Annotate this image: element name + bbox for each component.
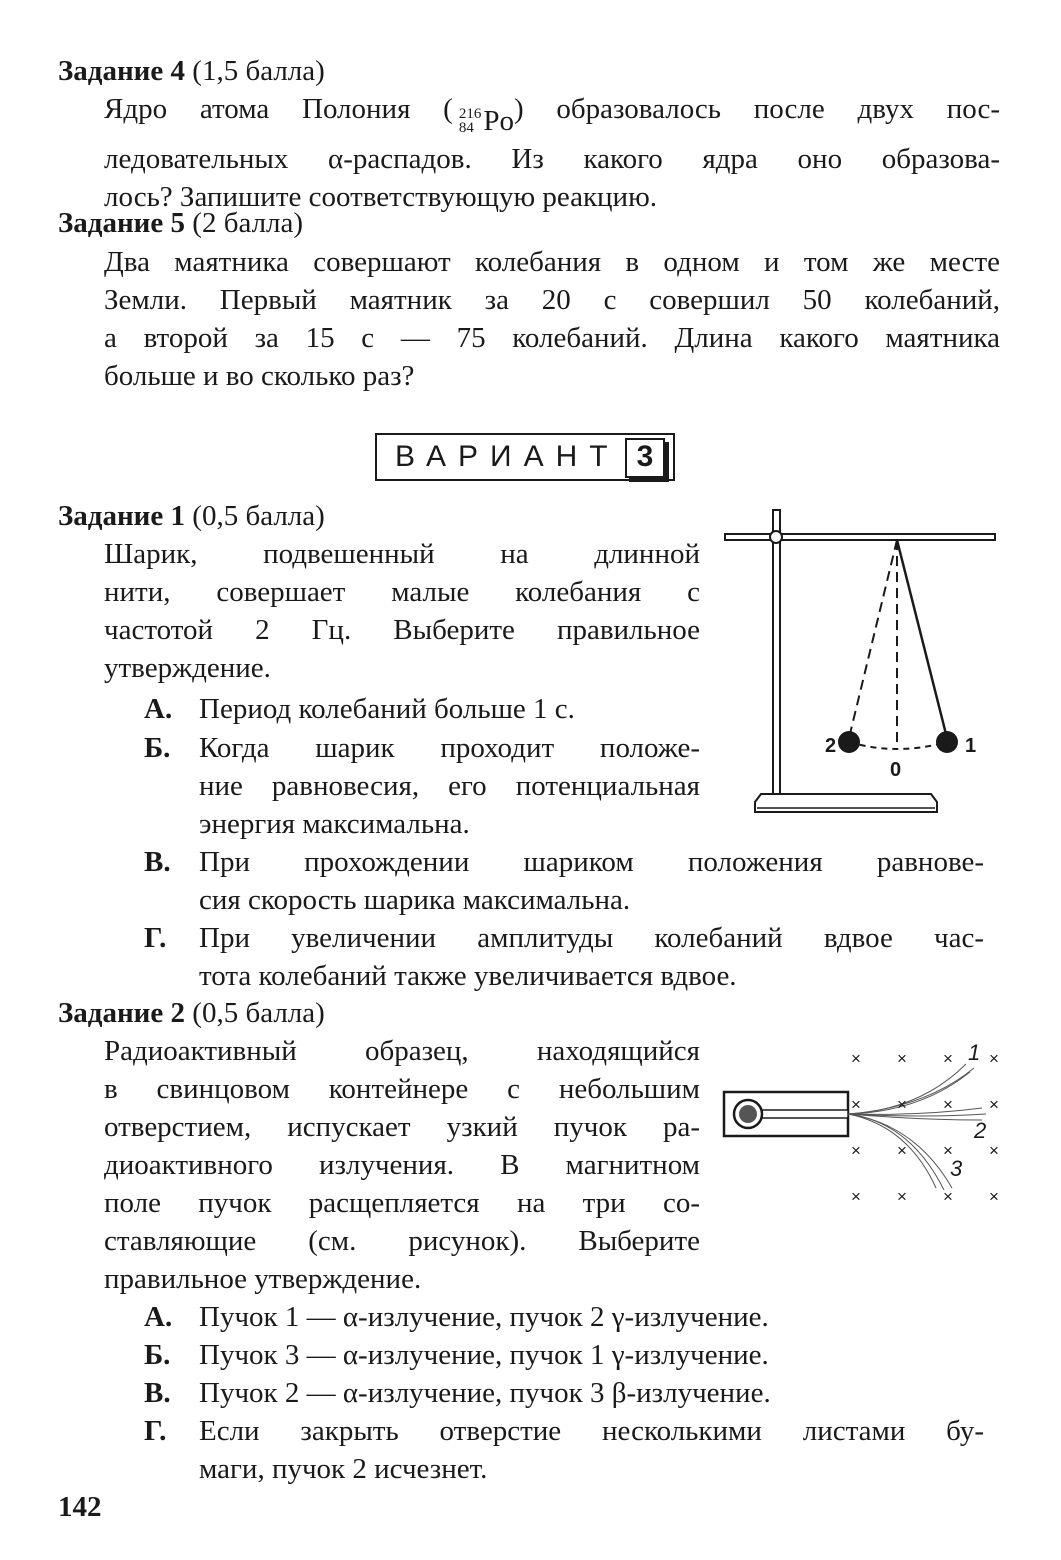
field-mark: × [943,1187,953,1206]
option-text: ние равновесия, его потенциальная [199,770,700,802]
task4-line-2: ледовательных α-распадов. Из какого ядра оно образова- [104,143,1000,175]
field-mark: × [989,1049,999,1068]
option-letter: В. [144,1377,171,1409]
option-letter: Г. [144,1415,167,1447]
option-text: сия скорость шарика максимальна. [199,884,631,916]
task5-points: (2 балла) [192,207,304,239]
v3task1-line: частотой 2 Гц. Выберите правильное [104,614,700,646]
v3task2-heading [58,994,325,1032]
v3task2-line: поле пучок расщепляется на три со- [104,1187,700,1219]
task4-text [104,90,1000,216]
label-position-1: 1 [965,735,977,757]
option-letter: Б. [144,1339,171,1371]
option-text: При увеличении амплитуды колебаний вдвое час- [199,922,984,954]
task5-line: а второй за 15 с — 75 колебаний. Длина какого маятника [104,322,1000,354]
option-letter: Г. [144,922,167,954]
v3task1-option-d [144,919,984,995]
option-letter: А. [144,693,173,725]
field-mark: × [851,1049,861,1068]
field-mark: × [943,1095,953,1114]
option-text: Когда шарик проходит положе- [199,732,700,764]
v3task1-option-b [144,729,700,843]
field-mark: × [943,1141,953,1160]
v3task1-points: (0,5 балла) [192,500,325,532]
option-text: маги, пучок 2 исчезнет. [199,1453,488,1485]
field-mark: × [851,1095,861,1114]
polonium-isotope: 216 84 Po [458,105,514,137]
stand-crossbar [725,534,995,540]
task5-heading [58,204,303,242]
v3task2-option-a [144,1298,984,1336]
thread-position-1 [897,540,947,738]
option-text: Пучок 3 — α-излучение, пучок 1 γ-излучение. [199,1339,769,1371]
v3task2-line: отверстием, испускает узкий пучок ра- [104,1111,700,1143]
option-letter: А. [144,1301,173,1333]
task4-line-1: Ядро атома Полония ( 216 84 Po ) образовалось после двух пос- [104,90,1000,140]
v3task1-text [104,535,700,687]
v3task2-line: ставляющие (см. рисунок). Выберите [104,1225,700,1257]
v3task1-option-a [144,690,700,728]
v3task1-line: нити, совершает малые колебания с [104,576,700,608]
label-position-0: 0 [890,759,902,781]
task5-line: Земли. Первый маятник за 20 с совершил 50 колебаний, [104,284,1000,316]
v3task2-line: диоактивного излучения. В магнитном [104,1149,700,1181]
option-text: тота колебаний также увеличивается вдвое. [199,960,737,992]
v3task2-text [104,1032,700,1298]
field-mark: × [989,1187,999,1206]
thread-position-2 [849,540,897,738]
stand-pole [773,510,780,802]
task4-heading [58,52,325,90]
field-mark: × [897,1049,907,1068]
v3task2-line: Радиоактивный образец, находящийся [104,1035,700,1067]
option-letter: В. [144,846,171,878]
option-text: энергия максимальна. [199,808,470,840]
v3task1-heading [58,497,325,535]
beam-label-3: 3 [950,1156,963,1181]
variant-number: 3 [625,438,665,478]
beam-1 [848,1064,974,1114]
option-text: Если закрыть отверстие несколькими листами бу- [199,1415,984,1447]
v3task1-line: Шарик, подвешенный на длинной [104,538,700,570]
field-mark: × [897,1141,907,1160]
variant-banner [375,433,675,481]
v3task1-option-c [144,843,984,919]
v3task2-option-d [144,1412,984,1488]
beam-label-2: 2 [974,1118,987,1143]
trajectory-arc [849,742,947,749]
v3task1-line: утверждение. [104,652,271,684]
v3task2-title: Задание 2 [58,997,186,1029]
v3task2-option-c [144,1374,984,1412]
v3task1-title: Задание 1 [58,500,186,532]
field-mark: × [851,1187,861,1206]
option-text: При прохождении шариком положения равнове- [199,846,984,878]
ball-position-2 [838,731,860,753]
label-position-2: 2 [825,735,837,757]
v3task2-line: в свинцовом контейнере с небольшим [104,1073,700,1105]
field-mark: × [943,1049,953,1068]
option-letter: Б. [144,732,171,764]
radiation-figure [720,1038,1020,1218]
task5-title: Задание 5 [58,207,186,239]
option-text: Пучок 1 — α-излучение, пучок 2 γ-излучение. [199,1301,769,1333]
page-number: 142 [58,1491,102,1523]
task5-text [104,243,1000,395]
container-channel [760,1110,848,1118]
option-text: Период колебаний больше 1 с. [199,693,575,725]
field-mark: × [989,1141,999,1160]
field-mark: × [897,1187,907,1206]
stand-base [755,794,937,812]
v3task2-line: правильное утверждение. [104,1263,422,1295]
pendulum-figure [715,500,1005,830]
field-mark: × [897,1095,907,1114]
task4-points: (1,5 балла) [192,55,325,87]
sample-core [739,1105,757,1123]
v3task2-points: (0,5 балла) [192,997,325,1029]
variant-label: ВАРИАНТ [395,440,620,473]
option-text: Пучок 2 — α-излучение, пучок 3 β-излучение. [199,1377,771,1409]
task4-title: Задание 4 [58,55,186,87]
clamp-icon [770,531,782,543]
task5-line: больше и во сколько раз? [104,360,415,392]
v3task2-option-b [144,1336,984,1374]
field-mark: × [989,1095,999,1114]
task5-line: Два маятника совершают колебания в одном и том же месте [104,246,1000,278]
beam-label-1: 1 [968,1040,981,1065]
task4-line-3: лось? Запишите соответствующую реакцию. [104,181,657,213]
ball-position-1 [936,731,958,753]
field-mark: × [851,1141,861,1160]
